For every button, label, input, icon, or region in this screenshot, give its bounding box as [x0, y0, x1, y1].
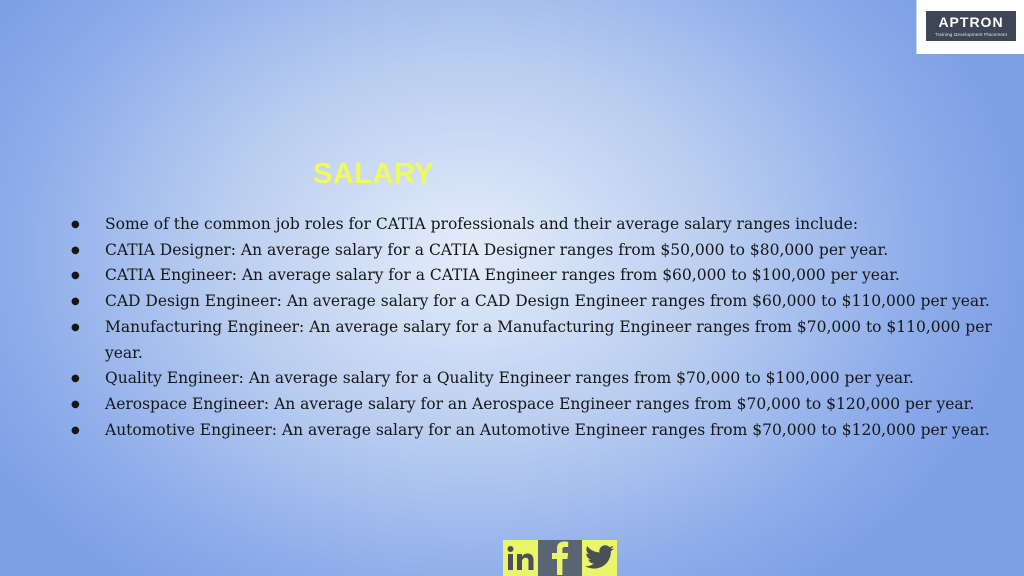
bullet-dot-icon: ●	[71, 244, 80, 256]
bullet-item	[0, 315, 1010, 366]
bullet-text: Aerospace Engineer: An average salary for an Aerospace Engineer ranges from $70,000 to $120,000 per year.	[105, 394, 975, 413]
slide-title: SALARY	[313, 158, 435, 190]
bullet-item	[0, 263, 1010, 289]
bullet-text: Quality Engineer: An average salary for a Quality Engineer ranges from $70,000 to $100,000 per year.	[105, 369, 914, 388]
bullet-text: CAD Design Engineer: An average salary for a CAD Design Engineer ranges from $60,000 to $110,000 per year.	[105, 292, 990, 311]
bullet-item	[0, 392, 1010, 418]
bullet-dot-icon: ●	[71, 219, 80, 230]
bullet-dot-icon: ●	[71, 296, 80, 308]
bullet-text: Automotive Engineer: An average salary for an Automotive Engineer ranges from $70,000 to $120,000 per year.	[105, 420, 990, 439]
bullet-dot-icon: ●	[71, 321, 80, 333]
brand-logo	[916, 0, 1024, 54]
facebook-icon[interactable]	[538, 540, 582, 576]
bullet-text: Manufacturing Engineer: An average salary for a Manufacturing Engineer ranges from $70,000 to $110,000 per year.	[105, 317, 992, 362]
linkedin-icon[interactable]	[503, 540, 538, 576]
twitter-icon[interactable]	[582, 540, 617, 576]
social-links-bar	[503, 540, 617, 576]
bullet-item	[0, 366, 1010, 392]
bullet-text: Some of the common job roles for CATIA professionals and their average salary ranges include:	[105, 215, 859, 233]
twitter-icon-glyph	[585, 545, 615, 571]
bullet-dot-icon: ●	[71, 270, 80, 282]
salary-bullet-list	[0, 212, 1010, 443]
brand-logo-tagline: Training Development Placement	[934, 32, 1008, 37]
brand-logo-name: APTRON	[938, 14, 1004, 30]
brand-logo-badge	[926, 11, 1016, 41]
bullet-dot-icon: ●	[71, 424, 80, 436]
bullet-item	[0, 238, 1010, 264]
bullet-item	[0, 212, 1010, 238]
bullet-item	[0, 418, 1010, 444]
bullet-dot-icon: ●	[71, 373, 80, 385]
linkedin-icon-glyph	[506, 544, 536, 572]
bullet-text: CATIA Designer: An average salary for a CATIA Designer ranges from $50,000 to $80,000 per year.	[105, 240, 889, 259]
bullet-dot-icon: ●	[71, 398, 80, 410]
bullet-text: CATIA Engineer: An average salary for a CATIA Engineer ranges from $60,000 to $100,000 per year.	[105, 266, 900, 285]
bullet-item	[0, 289, 1010, 315]
facebook-icon-glyph	[548, 541, 572, 575]
